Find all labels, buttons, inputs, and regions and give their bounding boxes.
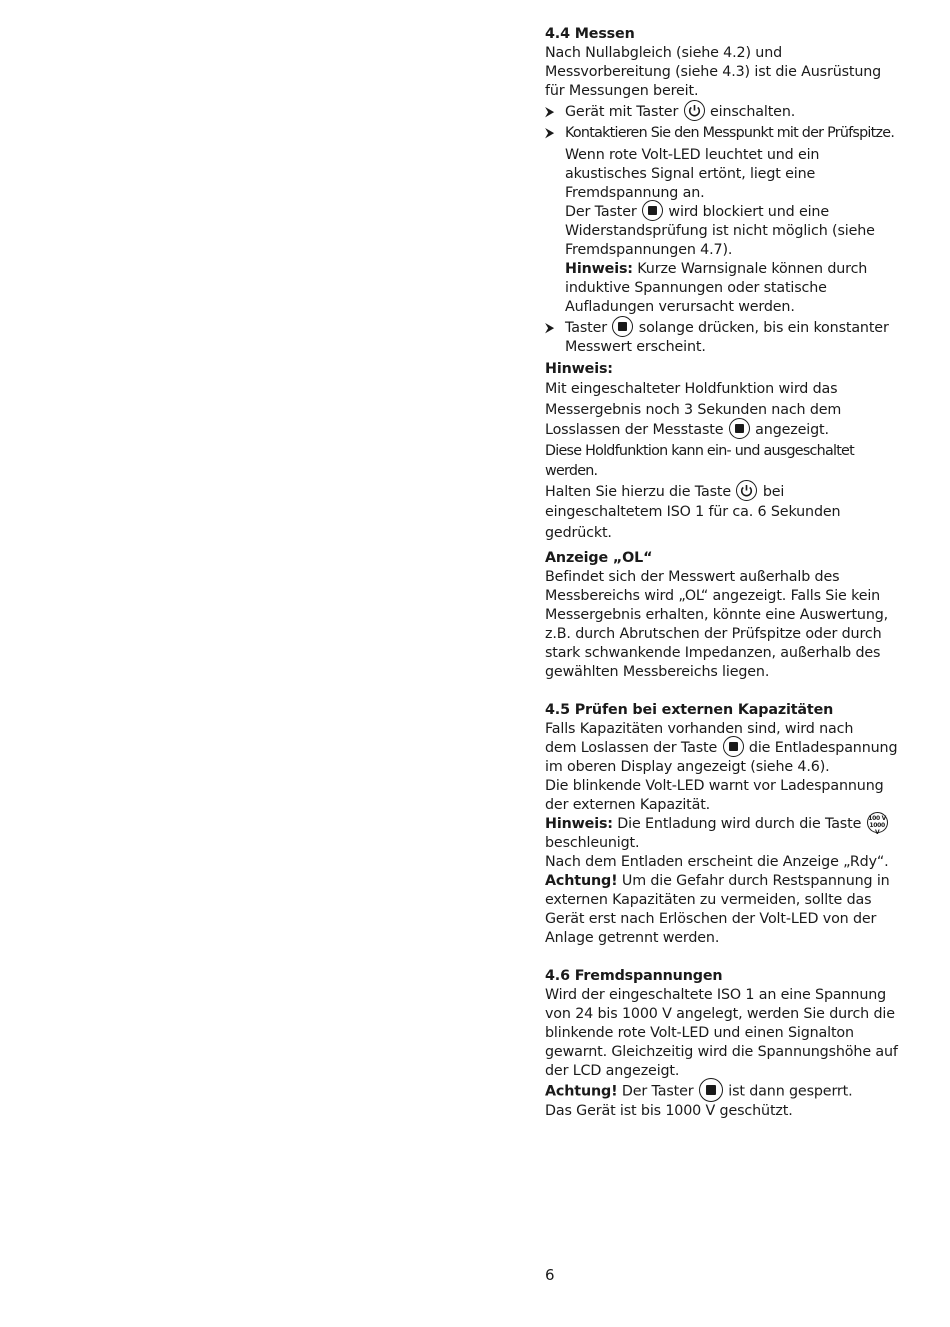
paragraph: [565, 203, 905, 260]
hint-label: Hinweis:: [565, 261, 633, 277]
text: Halten Sie hierzu die Taste: [545, 483, 732, 500]
text: bei eingeschaltetem ISO 1 für ca. 6 Sekunden gedrückt.: [545, 483, 841, 541]
list-item-text: Kontaktieren Sie den Messpunkt mit der Prüfspitze.: [565, 125, 895, 141]
chevron-right-icon: ⮞: [545, 105, 555, 120]
paragraph: Falls Kapazitäten vorhanden sind, wird nach: [545, 721, 854, 737]
range-top-label: 100 V: [868, 815, 886, 822]
paragraph: [545, 815, 905, 853]
ol-heading: Anzeige „OL“: [545, 550, 653, 566]
power-icon: [736, 480, 757, 501]
spacer: [545, 948, 905, 967]
page-number: 6: [545, 1266, 555, 1284]
paragraph: [545, 872, 905, 948]
paragraph: Wenn rote Volt-LED leuchtet und ein akustisches Signal ertönt, liegt eine Fremdspannung an.: [565, 147, 820, 201]
paragraph: [545, 482, 905, 544]
paragraph: [565, 260, 905, 317]
indented-block: [565, 146, 905, 317]
paragraph: Befindet sich der Messwert außerhalb des Messbereichs wird „OL“ angezeigt. Falls Sie kein Messergebnis erhalten, könnte eine Auswertung, z.B. durch Abrutschen der Prüfspitze oder durch stark schwankende Impedanzen, außerhalb des gewählten Messbereichs liegen.: [545, 569, 889, 680]
chevron-right-icon: ⮞: [545, 321, 555, 336]
paragraph: [545, 1081, 905, 1102]
paragraph: Diese Holdfunktion kann ein- und ausgeschaltet werden.: [545, 442, 854, 479]
text: Um die Gefahr durch Restspannung in externen Kapazitäten zu vermeiden, sollte das Gerät erst nach Erlöschen der Volt-LED von der Anlage getrennt werden.: [545, 873, 890, 946]
text: angezeigt.: [755, 422, 829, 438]
paragraph: Wird der eingeschaltete ISO 1 an eine Spannung von 24 bis 1000 V angelegt, werden Sie durch die blinkende rote Volt-LED und einen Signalton gewarnt. Gleichzeitig wird die Spannungshöhe auf der LCD angezeigt.: [545, 987, 898, 1079]
stop-icon: [642, 200, 663, 221]
hint-heading: Hinweis:: [545, 361, 613, 377]
chevron-right-icon: ⮞: [545, 126, 555, 141]
hint-label: Hinweis:: [545, 816, 613, 832]
section-4-5-heading: 4.5 Prüfen bei externen Kapazitäten: [545, 702, 834, 718]
text: beschleunigt.: [545, 835, 640, 851]
list-item: [545, 319, 905, 357]
stop-icon: [729, 418, 750, 439]
text: Die Entladung wird durch die Taste: [617, 816, 862, 832]
paragraph: Die blinkende Volt-LED warnt vor Ladespannung der externen Kapazität.: [545, 778, 884, 813]
warning-label: Achtung!: [545, 1083, 618, 1100]
content-column: [545, 25, 905, 1121]
list-item-text: Taster: [565, 320, 607, 336]
list-item-text: einschalten.: [709, 104, 796, 120]
section-4-4-heading: 4.4 Messen: [545, 26, 635, 42]
text: Mit eingeschalteter Holdfunktion wird das Messergebnis noch 3 Sekunden nach dem Losslassen der: [545, 381, 842, 438]
list-item: [545, 124, 905, 143]
range-bottom-label: 1000 V: [869, 822, 885, 836]
text: Der Taster: [565, 204, 637, 220]
text: Der Taster: [621, 1083, 694, 1100]
text: wird blockiert und eine Widerstandsprüfung ist nicht möglich (siehe Fremdspannungen 4.7).: [565, 204, 875, 258]
stop-icon: [612, 316, 633, 337]
paragraph: Nach dem Entladen erscheint die Anzeige „Rdy“.: [545, 854, 889, 870]
text: Messtaste: [652, 422, 724, 438]
section-4-4-intro: Nach Nullabgleich (siehe 4.2) und Messvorbereitung (siehe 4.3) ist die Ausrüstung für Messungen bereit.: [545, 45, 882, 99]
list-item-text: solange drücken, bis ein konstanter Messwert erscheint.: [565, 320, 889, 355]
paragraph: [545, 739, 905, 777]
range-100v-1000v-icon: [867, 812, 888, 836]
list-item-text: Gerät mit Taster: [565, 104, 679, 120]
power-icon: [684, 100, 705, 121]
spacer: [545, 682, 905, 701]
stop-icon: [723, 736, 744, 757]
list-item: [545, 103, 905, 122]
text: Kurze Warnsignale können durch induktive Spannungen oder statische Aufladungen verursacht werden.: [565, 261, 868, 315]
warning-label: Achtung!: [545, 873, 618, 889]
paragraph: Das Gerät ist bis 1000 V geschützt.: [545, 1103, 793, 1119]
stop-icon: [699, 1078, 723, 1102]
section-4-6-heading: 4.6 Fremdspannungen: [545, 968, 723, 984]
text: ist dann gesperrt.: [728, 1083, 853, 1100]
paragraph: [545, 379, 905, 441]
text: dem Loslassen der Taste: [545, 740, 718, 756]
text: die Entladespannung im oberen Display angezeigt (siehe 4.6).: [545, 740, 898, 775]
